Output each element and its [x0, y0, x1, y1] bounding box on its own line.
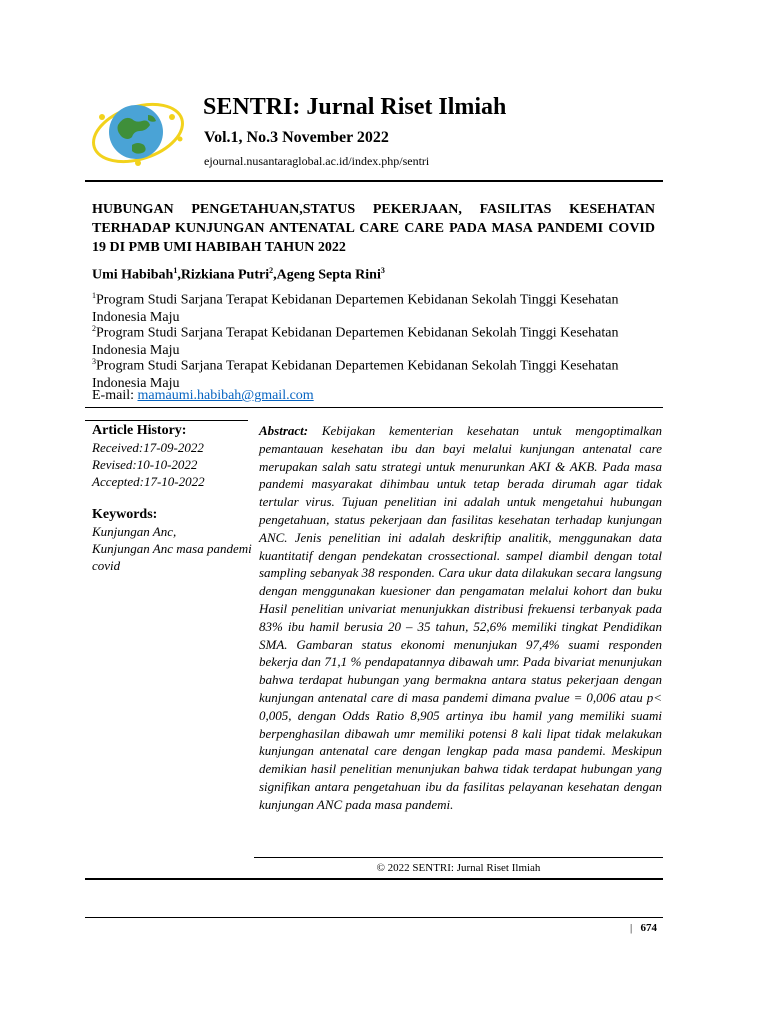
article-info-column: [92, 422, 252, 574]
history-heading: Article History:: [92, 423, 187, 438]
page-number-line: [630, 922, 657, 934]
header-divider: [85, 180, 663, 182]
author-name: Rizkiana Putri: [180, 267, 270, 283]
abstract: [259, 422, 662, 814]
author-sup: 3: [380, 266, 385, 275]
affiliation-sup: 2: [92, 324, 96, 333]
footer-divider: [85, 917, 663, 918]
paper-title: HUBUNGAN PENGETAHUAN,STATUS PEKERJAAN, FASILITAS KESEHATAN TERHADAP KUNJUNGAN ANTENATAL CARE CARE PADA MASA PANDEMI COVID 19 DI PMB UMI HABIBAH TAHUN 2022: [92, 202, 655, 255]
copyright-divider: [254, 857, 663, 858]
accepted-date: Accepted:17-10-2022: [92, 474, 205, 489]
keyword-item: Kunjungan Anc masa pandemi covid: [92, 541, 252, 573]
email-label: E-mail:: [92, 388, 138, 403]
page-separator: |: [630, 922, 633, 934]
journal-volume: Vol.1, No.3 November 2022: [204, 129, 389, 146]
author-name: Ageng Septa Rini: [276, 267, 381, 283]
abstract-text: Kebijakan kementerian kesehatan untuk mengoptimalkan pemantauan kesehatan ibu dan bayi melalui kunjungan antenatal care merupakan salah satu strategi untuk menurunkan AKI & AKB. Pada masa pandemi masyarakat dihimbau untuk tetap berada dirumah agar tidak tertular virus. Tujuan penelitian ini adalah untuk mengetahui hubungan pengetahuan, status pekerjaan dan fasilitas kesehatan terhadap kunjungan ANC. Jenis penelitian ini adalah deskriftip analitik, menggunakan data kuantitatif dengan pendekatan crossectional. sampel diambil dengan total sampling sebanyak 38 responden. Cara ukur data dilakukan secara langsung dengan menggunakan kuesioner dan pengamatan melalui kohort dan buku Hasil penelitian univariat menunjukkan distribusi frekuensi terbanyak pada 83% ibu hamil berusia 20 – 35 tahun, 52,6% memiliki tingkat Pendidikan SMA. Gambaran status ekonomi menunjukan 97,4% suami responden bekerja dan 71,1 % pendapatannya dibawah umr. Pada bivariat menunjukan bahwa terdapat hubungan yang bermakna antara status pekerjaan dengan kunjungan antenatal care di masa pandemi dimana pvalue = 0,006 atau p< 0,005, dengan Odds Ratio 8,905 artinya ibu hamil yang memiliki suami berpenghasilan dibawah umr memiliki potensi 8 kali lipat tidak melakukan kunjungan antenatal care dengan lengkap pada masa pandemi. Meskipun demikian hasil penelitian menunjukan bahwa tidak terdapat hubungan yang signifikan antara pengetahuan ibu da fasilitas pelayanan kesehatan dengan kunjungan ANC pada masa pandemi.: [259, 423, 662, 812]
journal-logo-icon: [88, 95, 188, 170]
content-bottom-divider: [85, 878, 663, 880]
author-sup: 1: [173, 266, 178, 275]
affiliation-text: Program Studi Sarjana Terapat Kebidanan Departemen Kebidanan Sekolah Tinggi Kesehatan Indonesia Maju: [92, 325, 619, 358]
keywords-heading: Keywords:: [92, 507, 158, 522]
keywords-block: [92, 506, 252, 574]
author-sup: 2: [269, 266, 274, 275]
email-line: [92, 388, 314, 404]
copyright-notice: © 2022 SENTRI: Jurnal Riset Ilmiah: [376, 862, 541, 874]
page-number: 674: [640, 922, 657, 934]
affiliation: [92, 353, 662, 392]
revised-date: Revised:10-10-2022: [92, 457, 198, 472]
history-divider: [85, 420, 248, 421]
journal-url[interactable]: ejournal.nusantaraglobal.ac.id/index.php/sentri: [204, 154, 430, 168]
email-link[interactable]: mamaumi.habibah@gmail.com: [137, 388, 314, 403]
author-name: Umi Habibah: [92, 267, 174, 283]
abstract-label: Abstract:: [259, 423, 309, 438]
affiliation-text: Program Studi Sarjana Terapat Kebidanan Departemen Kebidanan Sekolah Tinggi Kesehatan Indonesia Maju: [92, 358, 619, 391]
affiliation-sup: 3: [92, 357, 96, 366]
body-divider: [85, 407, 663, 408]
journal-title: SENTRI: Jurnal Riset Ilmiah: [203, 94, 507, 120]
received-date: Received:17-09-2022: [92, 440, 204, 455]
keyword-item: Kunjungan Anc,: [92, 524, 177, 539]
affiliation-sup: 1: [92, 291, 96, 300]
affiliation-text: Program Studi Sarjana Terapat Kebidanan Departemen Kebidanan Sekolah Tinggi Kesehatan Indonesia Maju: [92, 292, 619, 325]
author-list: Umi Habibah$^1$,Rizkiana Putri$^2$,Ageng Septa Rini$^3$: [92, 266, 385, 283]
